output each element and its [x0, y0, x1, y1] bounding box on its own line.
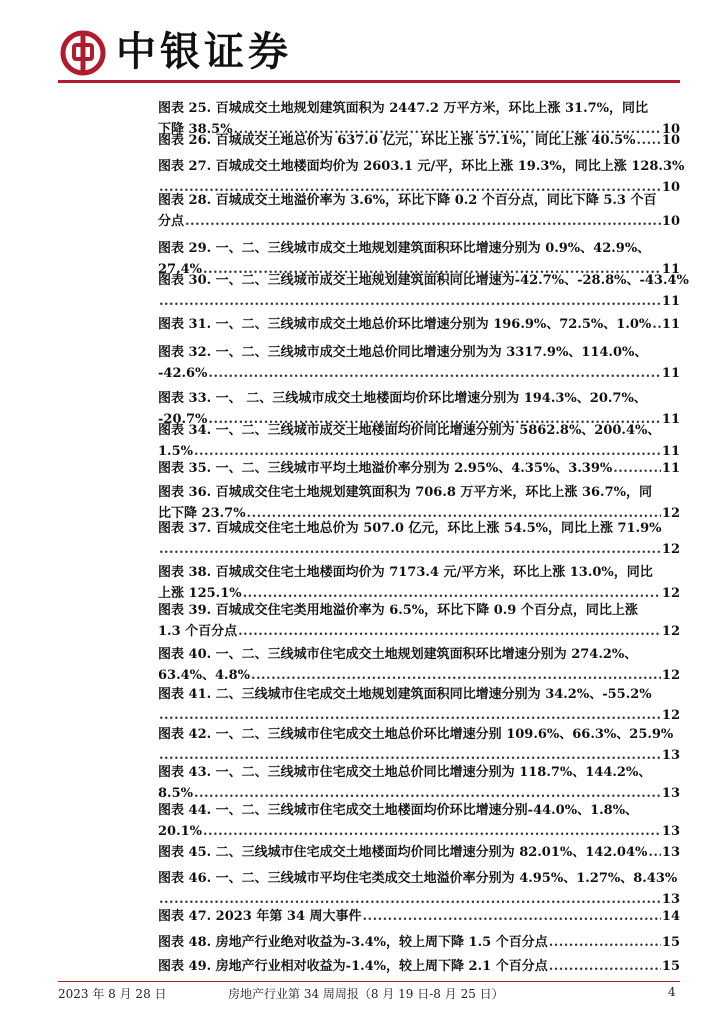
- toc-page-number: 11: [661, 317, 680, 332]
- toc-entry-title: 1.3 个百分点: [158, 624, 238, 639]
- toc-entry-title: 20.1%: [158, 824, 203, 839]
- toc-entry[interactable]: [158, 130, 680, 151]
- toc-entry-title: 63.4%、4.8%: [158, 668, 250, 683]
- toc-page-number: 15: [661, 959, 680, 974]
- dot-leader: [185, 211, 661, 232]
- toc-entry-title: 图表 27. 百城成交土地楼面均价为 2603.1 元/平，环比上涨 19.3%，同比上涨 128.3%: [158, 159, 685, 174]
- toc-entry-title: 图表 31. 一、二、三线城市成交土地总价环比增速分别为 196.9%、72.5%、1.0%: [158, 317, 652, 332]
- page-header: [0, 0, 724, 86]
- toc-page-number: 12: [661, 586, 680, 601]
- toc-entry-title: 上涨 125.1%: [158, 586, 242, 601]
- toc-entry-title: 图表 35. 一、二、三线城市平均土地溢价率分别为 2.95%、4.35%、3.39%: [158, 461, 613, 476]
- toc-entry[interactable]: [158, 932, 680, 953]
- toc-entry-title: 27.4%: [158, 262, 203, 277]
- toc-entry-title: -42.6%: [158, 366, 208, 381]
- toc-page-number: 10: [661, 133, 680, 148]
- toc-entry-title: -20.7%: [158, 412, 208, 427]
- footer-date: 2023 年 8 月 28 日: [58, 987, 167, 1001]
- toc-page-number: 13: [661, 824, 680, 839]
- toc-entry-title: 图表 38. 百城成交住宅土地楼面均价为 7173.4 元/平方米，环比上涨 13.0%，同比: [158, 565, 653, 580]
- toc-entry[interactable]: [158, 644, 680, 686]
- toc-page-number: 11: [661, 461, 680, 476]
- toc-page-number: 14: [661, 909, 680, 924]
- toc-entry-title: 图表 44. 一、二、三线城市住宅成交土地楼面均价环比增速分别-44.0%、1.8%、: [158, 803, 639, 818]
- toc-entry[interactable]: [158, 800, 680, 842]
- header-divider: [58, 80, 680, 83]
- dot-leader: [613, 458, 661, 479]
- dot-leader: [251, 665, 661, 686]
- dot-leader: [637, 130, 661, 151]
- toc-entry[interactable]: [158, 420, 680, 462]
- toc-page-number: 11: [661, 294, 680, 309]
- toc-page-number: 15: [661, 935, 680, 950]
- toc-entry-title: 图表 42. 一、二、三线城市住宅成交土地总价环比增速分别 109.6%、66.3%、25.9%: [158, 727, 674, 742]
- brand-name: 中银证券: [116, 29, 292, 75]
- toc-page-number: 12: [661, 668, 680, 683]
- toc-entry-title: 分点: [158, 214, 185, 229]
- toc-entry-title: 图表 28. 百城成交土地溢价率为 3.6%，环比下降 0.2 个百分点，同比下降 5.3 个百: [158, 193, 657, 208]
- toc-entry-title: 图表 33. 一、 二、三线城市成交土地楼面均价环比增速分别为 194.3%、20.7%、: [158, 391, 647, 406]
- toc-entry[interactable]: [158, 342, 680, 384]
- bank-of-china-logo-icon: [60, 30, 106, 76]
- toc-page-number: 13: [661, 748, 680, 763]
- toc-entry-title: 比下降 23.7%: [158, 506, 246, 521]
- dot-leader: [238, 621, 661, 642]
- toc-entry[interactable]: [158, 190, 680, 232]
- toc-entry-title: 图表 36. 百城成交住宅土地规划建筑面积为 706.8 万平方米，环比上涨 36.7%，同: [158, 485, 652, 500]
- toc-entry-title: 图表 45. 二、三线城市住宅成交土地楼面均价同比增速分别为 82.01%、142.04%: [158, 845, 648, 860]
- toc-page-number: 10: [661, 214, 680, 229]
- toc-page-number: 12: [661, 506, 680, 521]
- toc-page-number: 13: [661, 892, 680, 907]
- toc-entry[interactable]: [158, 724, 680, 766]
- toc-entry-title: 8.5%: [158, 786, 193, 801]
- toc-entry-title: 图表 30. 一、二、三线城市成交土地规划建筑面积同比增速为-42.7%、-28.8%、-43.4%: [158, 273, 689, 288]
- dot-leader: [208, 363, 660, 384]
- toc-page-number: 13: [661, 845, 680, 860]
- footer-divider: [58, 981, 680, 982]
- toc-entry[interactable]: [158, 762, 680, 804]
- dot-leader: [203, 821, 661, 842]
- toc-page-number: 12: [661, 542, 680, 557]
- page-number: 4: [668, 985, 676, 999]
- toc-page-number: 13: [661, 786, 680, 801]
- dot-leader: [159, 291, 661, 312]
- toc-entry-title: 1.5%: [158, 444, 193, 459]
- toc-entry-title: 图表 46. 一、二、三线城市平均住宅类成交土地溢价率分别为 4.95%、1.27%、8.43%: [158, 871, 678, 886]
- toc-entry[interactable]: [158, 314, 680, 335]
- dot-leader: [652, 314, 661, 335]
- toc-entry-title: 图表 34. 一、二、三线城市成交土地楼面均价同比增速分别为 5862.8%、200.4%、: [158, 423, 661, 438]
- toc-page-number: 10: [661, 180, 680, 195]
- toc-entry-title: 图表 25. 百城成交土地规划建筑面积为 2447.2 万平方米，环比上涨 31.7%，同比: [158, 101, 649, 116]
- toc-entry-title: 图表 37. 百城成交住宅土地总价为 507.0 亿元，环比上涨 54.5%，同比上涨 71.9%: [158, 521, 662, 536]
- toc-entry[interactable]: [158, 562, 680, 604]
- toc-page-number: 11: [661, 444, 680, 459]
- toc-page-number: 12: [661, 708, 680, 723]
- toc-entry[interactable]: [158, 868, 680, 910]
- toc-entry-title: 图表 32. 一、二、三线城市成交土地总价同比增速分别为为 3317.9%、114.0%、: [158, 345, 648, 360]
- toc-page-number: 11: [661, 366, 680, 381]
- toc-entry-title: 图表 39. 百城成交住宅类用地溢价率为 6.5%，环比下降 0.9 个百分点，同比上涨: [158, 603, 638, 618]
- toc-entry[interactable]: [158, 842, 680, 863]
- toc-entry-title: 图表 47. 2023 年第 34 周大事件: [158, 909, 362, 924]
- dot-leader: [159, 705, 661, 726]
- toc-entry[interactable]: [158, 684, 680, 726]
- dot-leader: [549, 956, 661, 977]
- toc-entry-title: 图表 43. 一、二、三线城市住宅成交土地总价同比增速分别为 118.7%、144.2%、: [158, 765, 652, 780]
- toc-page-number: 10: [661, 122, 680, 137]
- toc-entry[interactable]: [158, 956, 680, 977]
- toc-entry[interactable]: [158, 518, 680, 560]
- footer-title: 房地产行业第 34 周周报（8 月 19 日-8 月 25 日）: [228, 987, 504, 1001]
- toc-page-number: 11: [661, 412, 680, 427]
- toc-entry[interactable]: [158, 458, 680, 479]
- toc-entry-title: 下降 38.5%: [158, 122, 233, 137]
- dot-leader: [648, 842, 661, 863]
- dot-leader: [159, 539, 661, 560]
- toc-entry-title: 图表 29. 一、二、三线城市成交土地规划建筑面积环比增速分别为 0.9%、42.9%、: [158, 241, 651, 256]
- toc-entry[interactable]: [158, 600, 680, 642]
- toc-entry[interactable]: [158, 270, 689, 312]
- toc-entry-title: 图表 40. 一、二、三线城市住宅成交土地规划建筑面积环比增速分别为 274.2%、: [158, 647, 638, 662]
- dot-leader: [549, 932, 661, 953]
- toc-entry-title: 图表 41. 二、三线城市住宅成交土地规划建筑面积同比增速分别为 34.2%、-55.2%: [158, 687, 652, 702]
- toc-entry-title: 图表 49. 房地产行业相对收益为-1.4%，较上周下降 2.1 个百分点: [158, 959, 548, 974]
- toc-page-number: 12: [661, 624, 680, 639]
- dot-leader: [363, 906, 661, 927]
- toc-entry[interactable]: [158, 906, 680, 927]
- toc-entry-title: 图表 26. 百城成交土地总价为 637.0 亿元，环比上涨 57.1%，同比上涨 40.5%: [158, 133, 636, 148]
- toc-page-number: 11: [661, 262, 680, 277]
- toc-entry-title: 图表 48. 房地产行业绝对收益为-3.4%，较上周下降 1.5 个百分点: [158, 935, 548, 950]
